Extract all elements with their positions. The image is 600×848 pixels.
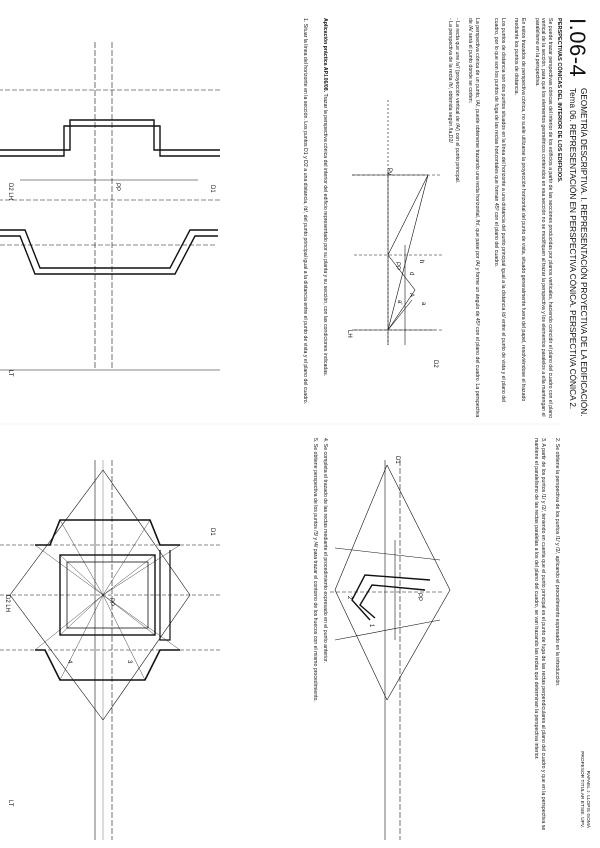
label-pp-right-bottom: PP [108,598,114,607]
intro-paragraph-1: Se puede trazar perspectivas cónicas del interior de los edificios a partir de las secciones producidas por planos verticales, haciendo coincidir el plano del cuadro con el plano vertical de la sección, para que los elementos geométricos contenidos en esa sección no se modifiquen al trazar la perspectiva y los elementos paralelos a ella mantengan el paralelismo en la perspectiva. [533,18,553,418]
sheet-code: I.06-4 [565,18,590,78]
intro-paragraph-3: Los puntos de distancia son dos puntos situados en la línea del horizonte a una distancia del punto principal igual a la distancia /d/ entre el punto de vista y el plano del cuadro, por lo que son los puntos de fuga de las rectas horizontales que forman 45º con el plano del cuadro. [493,18,506,403]
step-2-text: 2. Se obtiene la perspectiva de los puntos /1/ y /2/, aplicando el procedimiento expresado en la introducción. [554,438,560,687]
label-h: h [418,260,424,264]
label-a-prime: a' [396,300,402,305]
perspective-step-diagram [330,460,450,840]
label-d2lh-right-top: D2 LH [4,595,10,613]
intro-bullet-1: - La recta que une /a'/ (proyección vertical de /A/) con el punto principal. [454,18,460,184]
label-d: d [408,272,414,276]
author-position: PROFESOR TITULAR ETSIE. UPV. [579,751,584,828]
label-point-3: 3 [126,660,132,664]
label-pp-left: PP [114,183,120,192]
label-lt-right: LT [7,800,13,807]
label-pp-right-top: PP [416,593,422,602]
interior-perspective-diagram [0,460,220,840]
label-pp-top: PP [394,262,400,271]
intro-diagram [352,100,442,345]
application-heading: Aplicación práctica AP.I.06/08. [322,18,328,93]
label-lt-left: LT [7,370,13,377]
step-1-text: 1. Situar la línea del horizonte en la sección. Los puntos D1 y D2 a una distancia, /d/, del punto principal igual a la distancia entre el punto de vista y el plano del cuadro. [302,18,308,405]
application-text: Trazar la perspectiva cónica del interior del edificio representado por su planta y su sección, con las condiciones indicadas. [322,93,328,377]
sheet-title-line2: Tema 06. REPRESENTACIÓN EN PERSPECTIVA CÓNICA. PERSPECTIVA CÓNICA 2. [568,88,577,410]
label-lh-top: LH [346,330,352,338]
plan-section-diagram [0,42,220,370]
section-heading: PERSPECTIVAS CÓNICAS DEL INTERIOR DE LOS EDIFICIOS. [556,18,562,183]
author-name: RAFAEL J. LLOPIS GOMÁ [585,770,590,828]
step-4-text: 4. Se completa el trazado de las rectas mediante el procedimiento expresado en el punto anterior. [322,438,328,663]
sheet-title-line1: GEOMETRÍA DESCRIPTIVA. I. REPRESENTACIÓN PROYECTIVA DE LA EDIFICACIÓN. [579,88,588,417]
label-point-2: 2 [346,596,352,600]
intro-paragraph-4: La perspectiva cónica de un punto, /A/, puede obtenerse trazando una recta horizontal, /h/, que pase por /A/ y forme un ángulo de 45º con el plano del cuadro. La perspectiva de /A/ será el punto donde se corten: [467,18,480,418]
label-point-4: 4 [66,660,72,664]
step-5-text: 5. Se obtiene perspectiva de los puntos /3/ y /4/ para trazar el contorno de los huecos con el mismo procedimiento. [312,438,318,702]
intro-bullet-2: - La perspectiva de la recta /h/, obtenida según /Ia,D2/ [447,18,453,143]
step-3-text: 3. A partir de los puntos /1/ y /2/, teniendo en cuenta que el punto principal es el punto de fuga de las rectas perpendiculares al plano del cuadro y que en la perspectiva se mantiene el paralelismo de las rectas paralelas a los del plano del cuadro, se van trazando las rectas que determinan la perspectiva interior. [533,438,546,831]
label-a-point: A [408,293,414,298]
label-d1-right-bottom: D1 [209,528,215,536]
label-d1-right-top: D1 [394,456,400,464]
label-d1-left: D1 [209,185,215,193]
label-d2lh-left: D2 LH [7,183,13,201]
label-d2-top: D2 [432,360,438,368]
label-point-1: 1 [368,624,374,628]
label-pv: Pv [386,168,392,176]
label-a-plan: a [420,302,426,306]
intro-paragraph-2: En estos trazados de perspectiva cónica, no suele utilizarse la proyección horizontal del punto de vista, situado generalmente fuera del papel, resolviéndose el trazado mediante los puntos de distancia. [513,18,526,402]
